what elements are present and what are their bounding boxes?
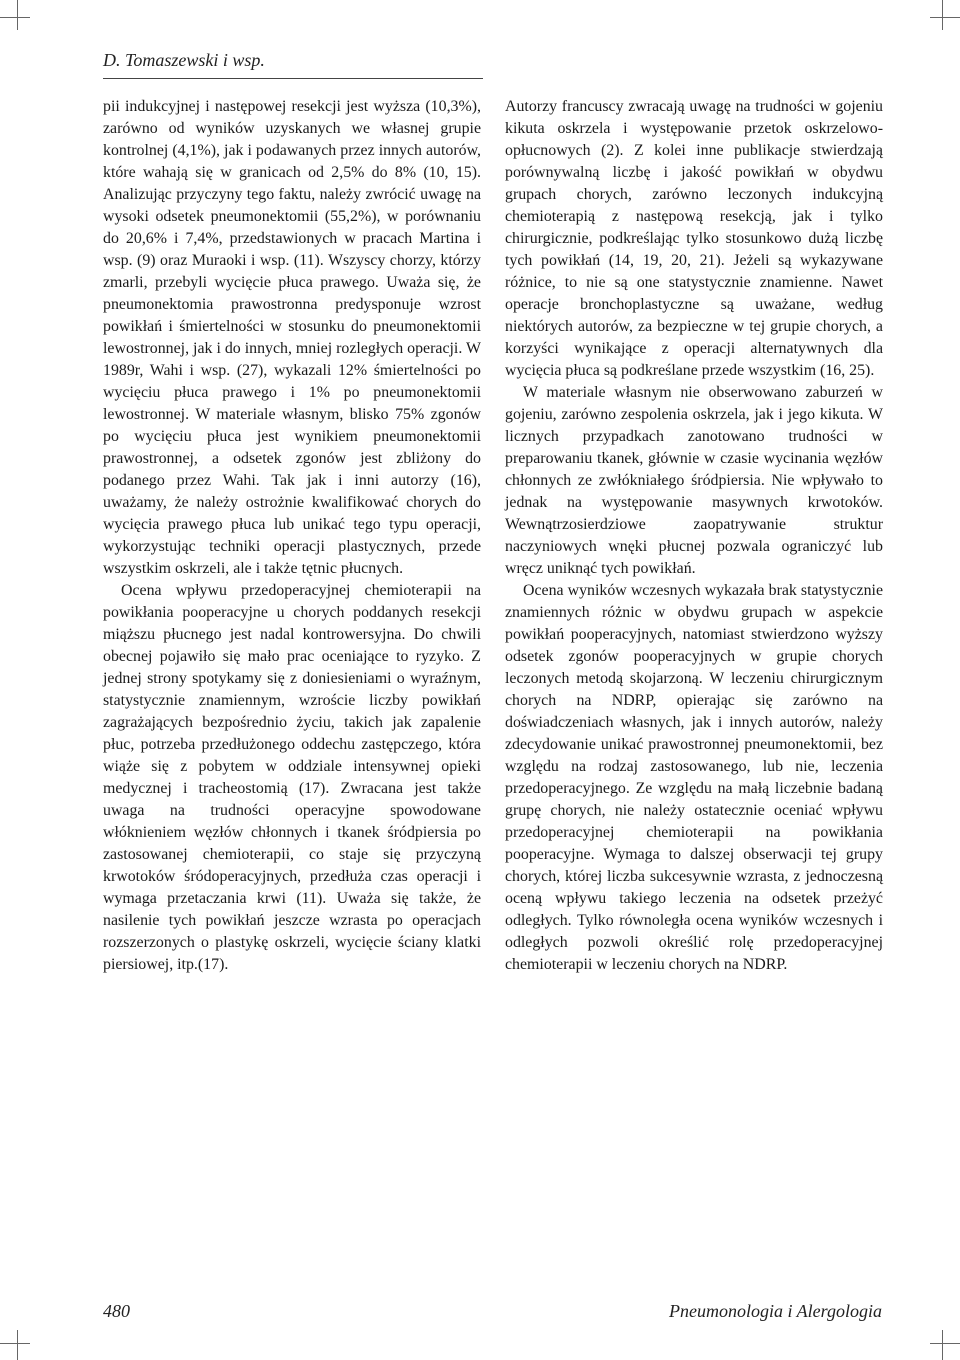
crop-mark-bottom-right-h	[930, 1343, 960, 1344]
crop-mark-bottom-left-h	[0, 1343, 30, 1344]
crop-mark-top-left-h	[0, 17, 30, 18]
crop-mark-top-right-h	[930, 17, 960, 18]
right-column	[505, 96, 883, 976]
running-head: D. Tomaszewski i wsp.	[103, 50, 265, 70]
body-paragraph: W materiale własnym nie obserwowano zaburzeń w gojeniu, zarówno zespolenia oskrzela, jak i jego kikuta. W licznych przypadkach zanotowano trudności w preparowaniu tkanek, głównie w czasie wycinania węzłów chłonnych ze zwłókniałego śródpiersia. Nie wpływało to jednak na występowanie masywnych krwotoków. Wewnątrzosierdziowe zaopatrywanie struktur naczyniowych wnęki płucnej pozwala ograniczyć lub wręcz uniknąć tych powikłań.	[505, 384, 883, 577]
body-paragraph: pii indukcyjnej i następowej resekcji jest wyższa (10,3%), zarówno od wyników uzyskanych we własnej grupie kontrolnej (4,1%), jak i podawanych przez innych autorów, które wahają się w granicach od 2,5% do 8% (10, 15). Analizując przyczyny tego faktu, należy zwrócić uwagę na wysoki odsetek pneumonektomii (55,2%), w porównaniu do 20,6% i 7,4%, przedstawionych w pracach Martina i wsp. (9) oraz Muraoki i wsp. (11). Wszyscy chorzy, którzy zmarli, przebyli wycięcie płuca prawego. Uważa się, że pneumonektomia prawostronna predysponuje wzrost powikłań i śmiertelności w stosunku do pneumonektomii lewostronnej, jak i do innych, mniej rozległych operacji. W 1989r, Wahi i wsp. (27), wykazali 12% śmiertelności po wycięciu płuca prawego i 1% po pneumonektomii lewostronnej. W materiale własnym, blisko 75% zgonów po wycięciu płuca jest wynikiem pneumonektomii prawostronnej, a odsetek zgonów jest zbliżony do podanego przez Wahi. Tak jak i inni autorzy (16), uważamy, że należy ostrożnie kwalifikować chorych do wycięcia prawego płuca lub unikać tego typu operacji, wykorzystując techniki operacji plastycznych, przede wszystkim oskrzeli, ale i także tętnic płucnych.	[103, 98, 481, 577]
left-column	[103, 96, 481, 976]
crop-mark-top-left-v	[17, 0, 18, 30]
page-number: 480	[103, 1301, 130, 1321]
crop-mark-top-right-v	[942, 0, 943, 30]
body-paragraph: Autorzy francuscy zwracają uwagę na trudności w gojeniu kikuta oskrzela i występowanie przetok oskrzelowo-opłucnowych (2). Z kolei inne publikacje stwierdzają porównywalną liczbę i jakość powikłań w obydwu grupach chorych, zarówno leczonych indukcyjną chemioterapią z następową resekcją, jak i tylko chirurgicznie, podkreślając tylko stosunkowo dużą liczbę tych powikłań (14, 19, 20, 21). Jeżeli są wykazywane różnice, to nie są one statystycznie znamienne. Nawet operacje bronchoplastyczne są uważane, według niektórych autorów, za bezpieczne w tej grupie chorych, a korzyści wynikające z operacji alternatywnych dla wycięcia płuca są podkreślane przede wszystkim (16, 25).	[505, 98, 883, 379]
body-paragraph: Ocena wyników wczesnych wykazała brak statystycznie znamiennych różnic w obydwu grupach w aspekcie powikłań pooperacyjnych, natomiast stwierdzono wyższy odsetek zgonów pooperacyjnych w grupie chorych leczonych metodą skojarzoną. W leczeniu chirurgicznym chorych na NDRP, opierając się zarówno na doświadczeniach własnych, jak i innych autorów, należy zdecydowanie unikać prawostronnej pneumonektomii, bez względu na rodzaj zastosowanego, lub nie, leczenia przedoperacyjnego. Ze względu na małą liczebnie badaną grupę chorych, nie należy ostatecznie oceniać wpływu przedoperacyjnej chemioterapii na powikłania pooperacyjne. Wymaga to dalszej obserwacji tej grupy chorych, której liczba sukcesywnie wzrasta, z jednoczesną oceną wpływu takiego leczenia na odsetek przeżyć odległych. Tylko równoległa ocena wyników wczesnych i odległych pozwoli określić rolę przedoperacyjnej chemioterapii w leczeniu chorych na NDRP.	[505, 582, 883, 973]
body-paragraph: Ocena wpływu przedoperacyjnej chemioterapii na powikłania pooperacyjne u chorych poddanych resekcji miąższu płucnego jest nadal kontrowersyjna. Do chwili obecnej pojawiło się mało prac oceniające to ryzyko. Z jednej strony spotykamy się z doniesieniami o wyraźnym, statystycznie znamiennym, wzroście liczby powikłań zagrażających bezpośrednio życiu, takich jak zapalenie płuc, potrzeba przedłużonego oddechu zastępczego, która wiąże się z pobytem w oddziale intensywnej opieki medycznej i tracheostomią (17). Zwracana jest także uwaga na trudności operacyjne spowodowane włóknieniem węzłów chłonnych i tkanek śródpiersia po zastosowanej chemioterapii, co staje się przyczyną krwotoków śródoperacyjnych, przedłuża czas operacji i wymaga przetaczania krwi (11). Uważa się także, że nasilenie tych powikłań jeszcze wzrasta po operacjach rozszerzonych o plastykę oskrzeli, wycięcie ściany klatki piersiowej, itp.(17).	[103, 582, 481, 973]
header-rule	[103, 78, 483, 79]
journal-name: Pneumonologia i Alergologia	[669, 1301, 882, 1321]
crop-mark-bottom-right-v	[942, 1330, 943, 1360]
crop-mark-bottom-left-v	[17, 1330, 18, 1360]
